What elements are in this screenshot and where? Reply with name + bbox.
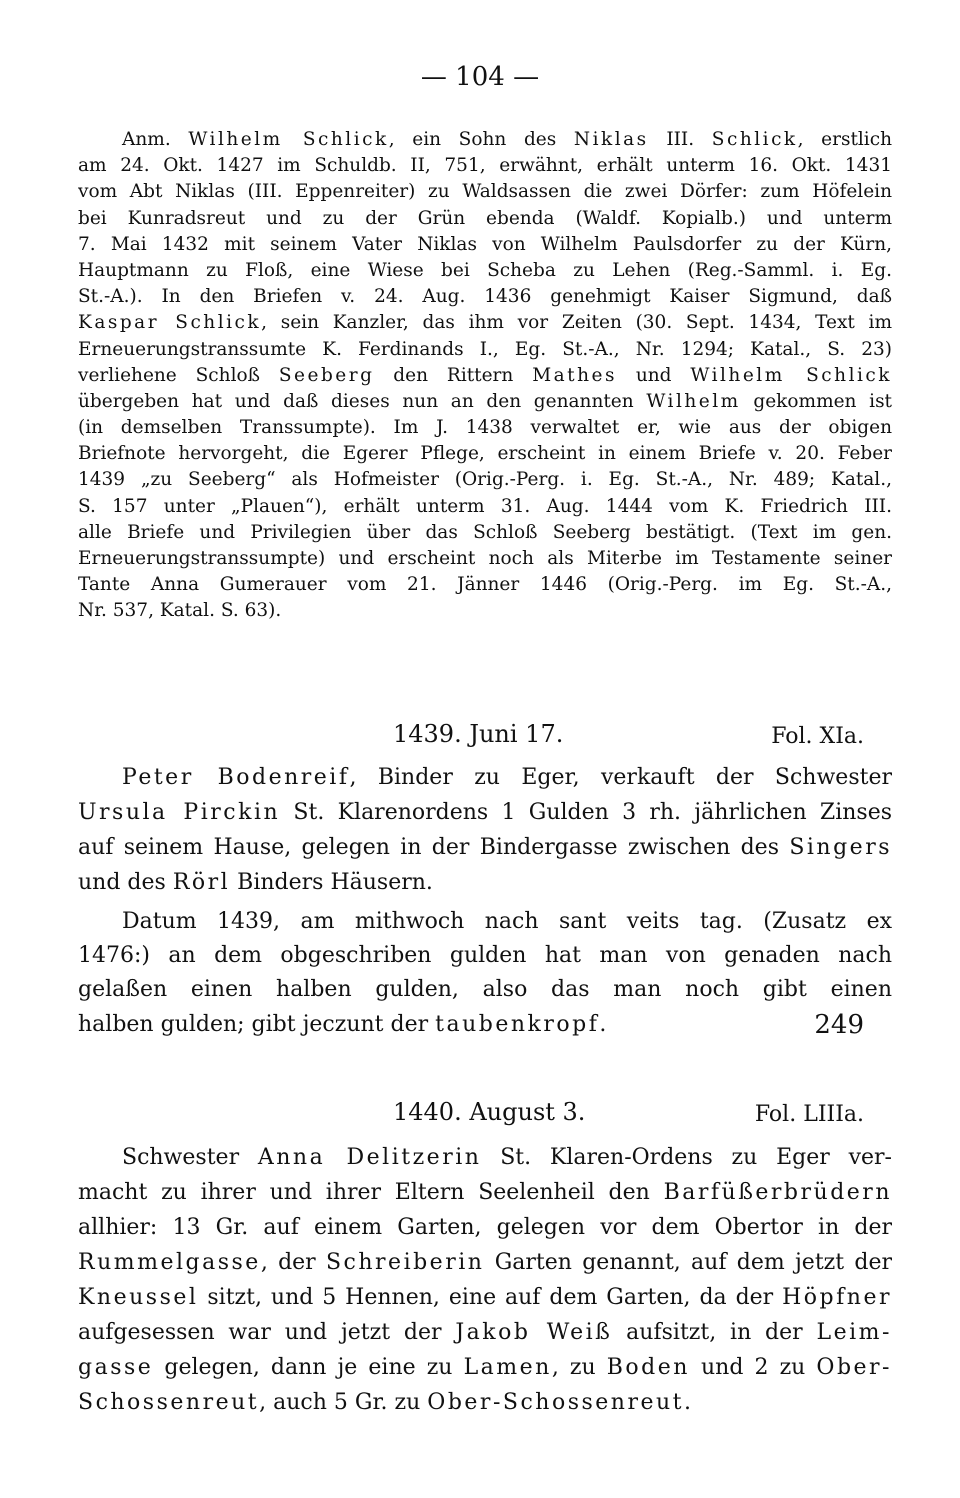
text-line [78, 1385, 892, 1420]
spaced-name: Seeberg [278, 364, 375, 386]
page-number: — 104 — [420, 62, 540, 92]
spaced-name: Barfüßerbrüdern [663, 1180, 892, 1205]
text-segment: Anm. [122, 129, 189, 150]
text-segment: St. Klarenordens 1 Gulden 3 rh. jährlichen Zinses [280, 800, 892, 825]
text-segment: St. Klaren-Ordens zu Eger ver- [481, 1145, 892, 1170]
spaced-name: taubenkropf [435, 1011, 600, 1037]
text-segment: , zu [551, 1355, 607, 1380]
spaced-name: Rörl [172, 870, 231, 895]
text-segment: . [599, 1011, 607, 1037]
text-line [78, 1350, 892, 1385]
spaced-name: Kneussel [78, 1285, 199, 1310]
text-line [78, 939, 892, 973]
spaced-name: Jakob Weiß [455, 1320, 613, 1345]
spaced-name: Schossenreut [78, 1390, 260, 1415]
spaced-name: Singers [789, 835, 892, 860]
text-segment: , der [260, 1250, 326, 1275]
text-segment: Nr. 537, Katal. S. 63). [78, 600, 282, 622]
text-segment: S. 157 unter „Plauen“), erhält unterm 31. Aug. 1444 vom K. Friedrich III. [78, 495, 892, 517]
text-line [78, 467, 892, 493]
text-segment: Erneuerungstranssumpte) und erscheint noch als Miterbe im Testamente seiner [78, 548, 892, 569]
text-line [78, 232, 892, 258]
spaced-name: Höpfner [782, 1285, 892, 1310]
text-segment: 1439 „zu Seeberg“ als Hofmeister (Orig.-Perg. i. Eg. St.-A., Nr. 489; Katal., [78, 469, 892, 491]
entry-1439-quote [78, 905, 892, 1042]
text-segment: Binders Häusern. [230, 870, 433, 895]
text-line [78, 905, 892, 939]
entry-heading-1439 [78, 720, 892, 760]
spaced-name: Peter Bodenreif [122, 765, 350, 790]
text-segment: aufgesessen war und jetzt der [78, 1320, 456, 1345]
text-segment: halben gulden; gibt jeczunt der [78, 1011, 436, 1037]
text-line [78, 415, 892, 441]
text-line [78, 179, 892, 205]
entry-date: 1439. Juni 17. [393, 720, 564, 748]
text-line [78, 337, 892, 363]
text-line [78, 206, 892, 232]
text-segment: Garten genannt, auf dem jetzt der [484, 1250, 892, 1275]
annotation-note [78, 127, 892, 625]
spaced-name: Anna Delitzerin [257, 1145, 482, 1170]
text-line [78, 1315, 892, 1350]
text-segment: gelegen, dann je eine zu [153, 1355, 464, 1380]
text-segment: Hauptmann zu Floß, eine Wiese bei Scheba zu Lehen (Reg.-Samml. i. Eg. [78, 259, 892, 281]
text-line [78, 310, 892, 336]
spaced-name: Wilhelm Schlick [690, 364, 892, 386]
spaced-name: Boden [606, 1355, 690, 1380]
text-segment: Datum 1439, am mithwoch nach sant veits tag. (Zusatz ex [122, 909, 892, 934]
entry-date: 1440. August 3. [393, 1098, 586, 1126]
spaced-name: Wilhelm [646, 390, 741, 412]
text-segment: Tante Anna Gumerauer vom 21. Jänner 1446 (Orig.-Perg. im Eg. St.-A., [78, 574, 892, 596]
text-segment: Briefnote hervorgeht, die Egerer Pflege, erscheint in einem Briefe v. 20. Feber [78, 443, 892, 465]
text-segment: verliehene Schloß [78, 364, 279, 386]
text-segment: sitzt, und 5 Hennen, eine auf dem Garten, da der [198, 1285, 783, 1310]
text-segment: gelaßen einen halben gulden, also das man noch gibt einen [78, 977, 892, 1003]
text-line [78, 1245, 892, 1280]
entry-1439-text [78, 760, 892, 900]
text-line [78, 598, 892, 624]
text-segment: , sein Kanzler, das ihm vor Zeiten (30. Sept. 1434, Text im [261, 312, 892, 334]
text-segment: alle Briefe und Privilegien über das Schloß Seeberg bestätigt. (Text im gen. [78, 521, 892, 543]
text-line [78, 389, 892, 415]
text-line [78, 494, 892, 520]
text-segment: , erstlich [797, 129, 892, 150]
text-line [78, 795, 892, 830]
entry-number: 249 [814, 1009, 864, 1040]
text-segment: und 2 zu [689, 1355, 817, 1380]
text-segment: allhier: 13 Gr. auf einem Garten, gelegen vor dem Obertor in der [78, 1215, 892, 1240]
text-line [78, 760, 892, 795]
text-line [78, 973, 892, 1007]
text-segment: vom Abt Niklas (III. Eppenreiter) zu Waldsassen die zwei Dörfer: zum Höfelein [78, 181, 892, 203]
spaced-name: gasse [78, 1355, 154, 1380]
text-line [78, 1175, 892, 1210]
spaced-name: Schreiberin [325, 1250, 485, 1275]
text-segment: III. [648, 129, 712, 150]
text-line [78, 441, 892, 467]
spaced-name: Rummelgasse [78, 1250, 261, 1275]
spaced-name: Lamen [463, 1355, 552, 1380]
text-segment: und des [78, 870, 173, 895]
text-segment: gekommen ist [740, 390, 892, 412]
text-segment: am 24. Okt. 1427 im Schuldb. II, 751, erwähnt, erhält unterm 16. Okt. 1431 [78, 155, 892, 177]
text-segment: den Rittern [374, 364, 533, 386]
text-line [78, 363, 892, 389]
text-segment: macht zu ihrer und ihrer Eltern Seelenheil den [78, 1180, 664, 1205]
text-line [78, 830, 892, 865]
text-line [78, 284, 892, 310]
spaced-name: Ober-Schossenreut [427, 1390, 685, 1415]
entry-1440-text [78, 1140, 892, 1484]
spaced-name: Ober- [816, 1355, 892, 1380]
text-segment: bei Kunradsreut und zu der Grün ebenda (Waldf. Kopialb.) und unterm [78, 207, 892, 229]
text-segment: aufsitzt, in der [612, 1320, 817, 1345]
text-line [78, 865, 892, 900]
spaced-name: Leim- [816, 1320, 892, 1345]
spaced-name: Mathes [532, 364, 617, 386]
text-segment: . [684, 1390, 692, 1415]
spaced-name: Schlick [711, 129, 798, 150]
text-segment: 7. Mai 1432 mit seinem Vater Niklas von Wilhelm Paulsdorfer zu der Kürn, [78, 233, 892, 255]
spaced-name: Ursula Pirckin [78, 800, 281, 825]
text-segment: St.-A.). In den Briefen v. 24. Aug. 1436 genehmigt Kaiser Sigmund, daß [78, 286, 892, 308]
text-segment: übergeben hat und daß dieses nun an den genannten [78, 390, 647, 412]
text-line [78, 546, 892, 572]
text-segment: , ein Sohn des [388, 129, 574, 150]
text-segment: Schwester [122, 1145, 258, 1170]
spaced-name: Kaspar Schlick [78, 312, 262, 334]
text-segment: , auch 5 Gr. zu [259, 1390, 428, 1415]
text-line [78, 572, 892, 598]
text-segment: auf seinem Hause, gelegen in der Bindergasse zwischen des [78, 835, 790, 860]
text-line [78, 520, 892, 546]
text-line [78, 153, 892, 179]
text-line [78, 1210, 892, 1245]
text-line [78, 258, 892, 284]
spaced-name: Wilhelm Schlick [188, 129, 389, 150]
folio-reference: Fol. XIa. [771, 724, 864, 749]
spaced-name: Niklas [573, 129, 649, 150]
folio-reference: Fol. LIIIa. [754, 1102, 864, 1127]
text-segment: Erneuerungstranssumte K. Ferdinands I., Eg. St.-A., Nr. 1294; Katal., S. 23) [78, 338, 892, 360]
text-line [78, 1008, 892, 1042]
text-segment: , Binder zu Eger, verkauft der Schwester [349, 765, 892, 790]
text-segment: und [616, 364, 691, 386]
text-line [78, 1140, 892, 1175]
text-segment: 1476:) an dem obgeschriben gulden hat man von genaden nach [78, 943, 892, 969]
text-segment: (in demselben Transsumpte). Im J. 1438 verwaltet er, wie aus der obigen [78, 417, 892, 439]
entry-heading-1440 [78, 1098, 892, 1138]
text-line [78, 127, 892, 153]
text-line [78, 1280, 892, 1315]
